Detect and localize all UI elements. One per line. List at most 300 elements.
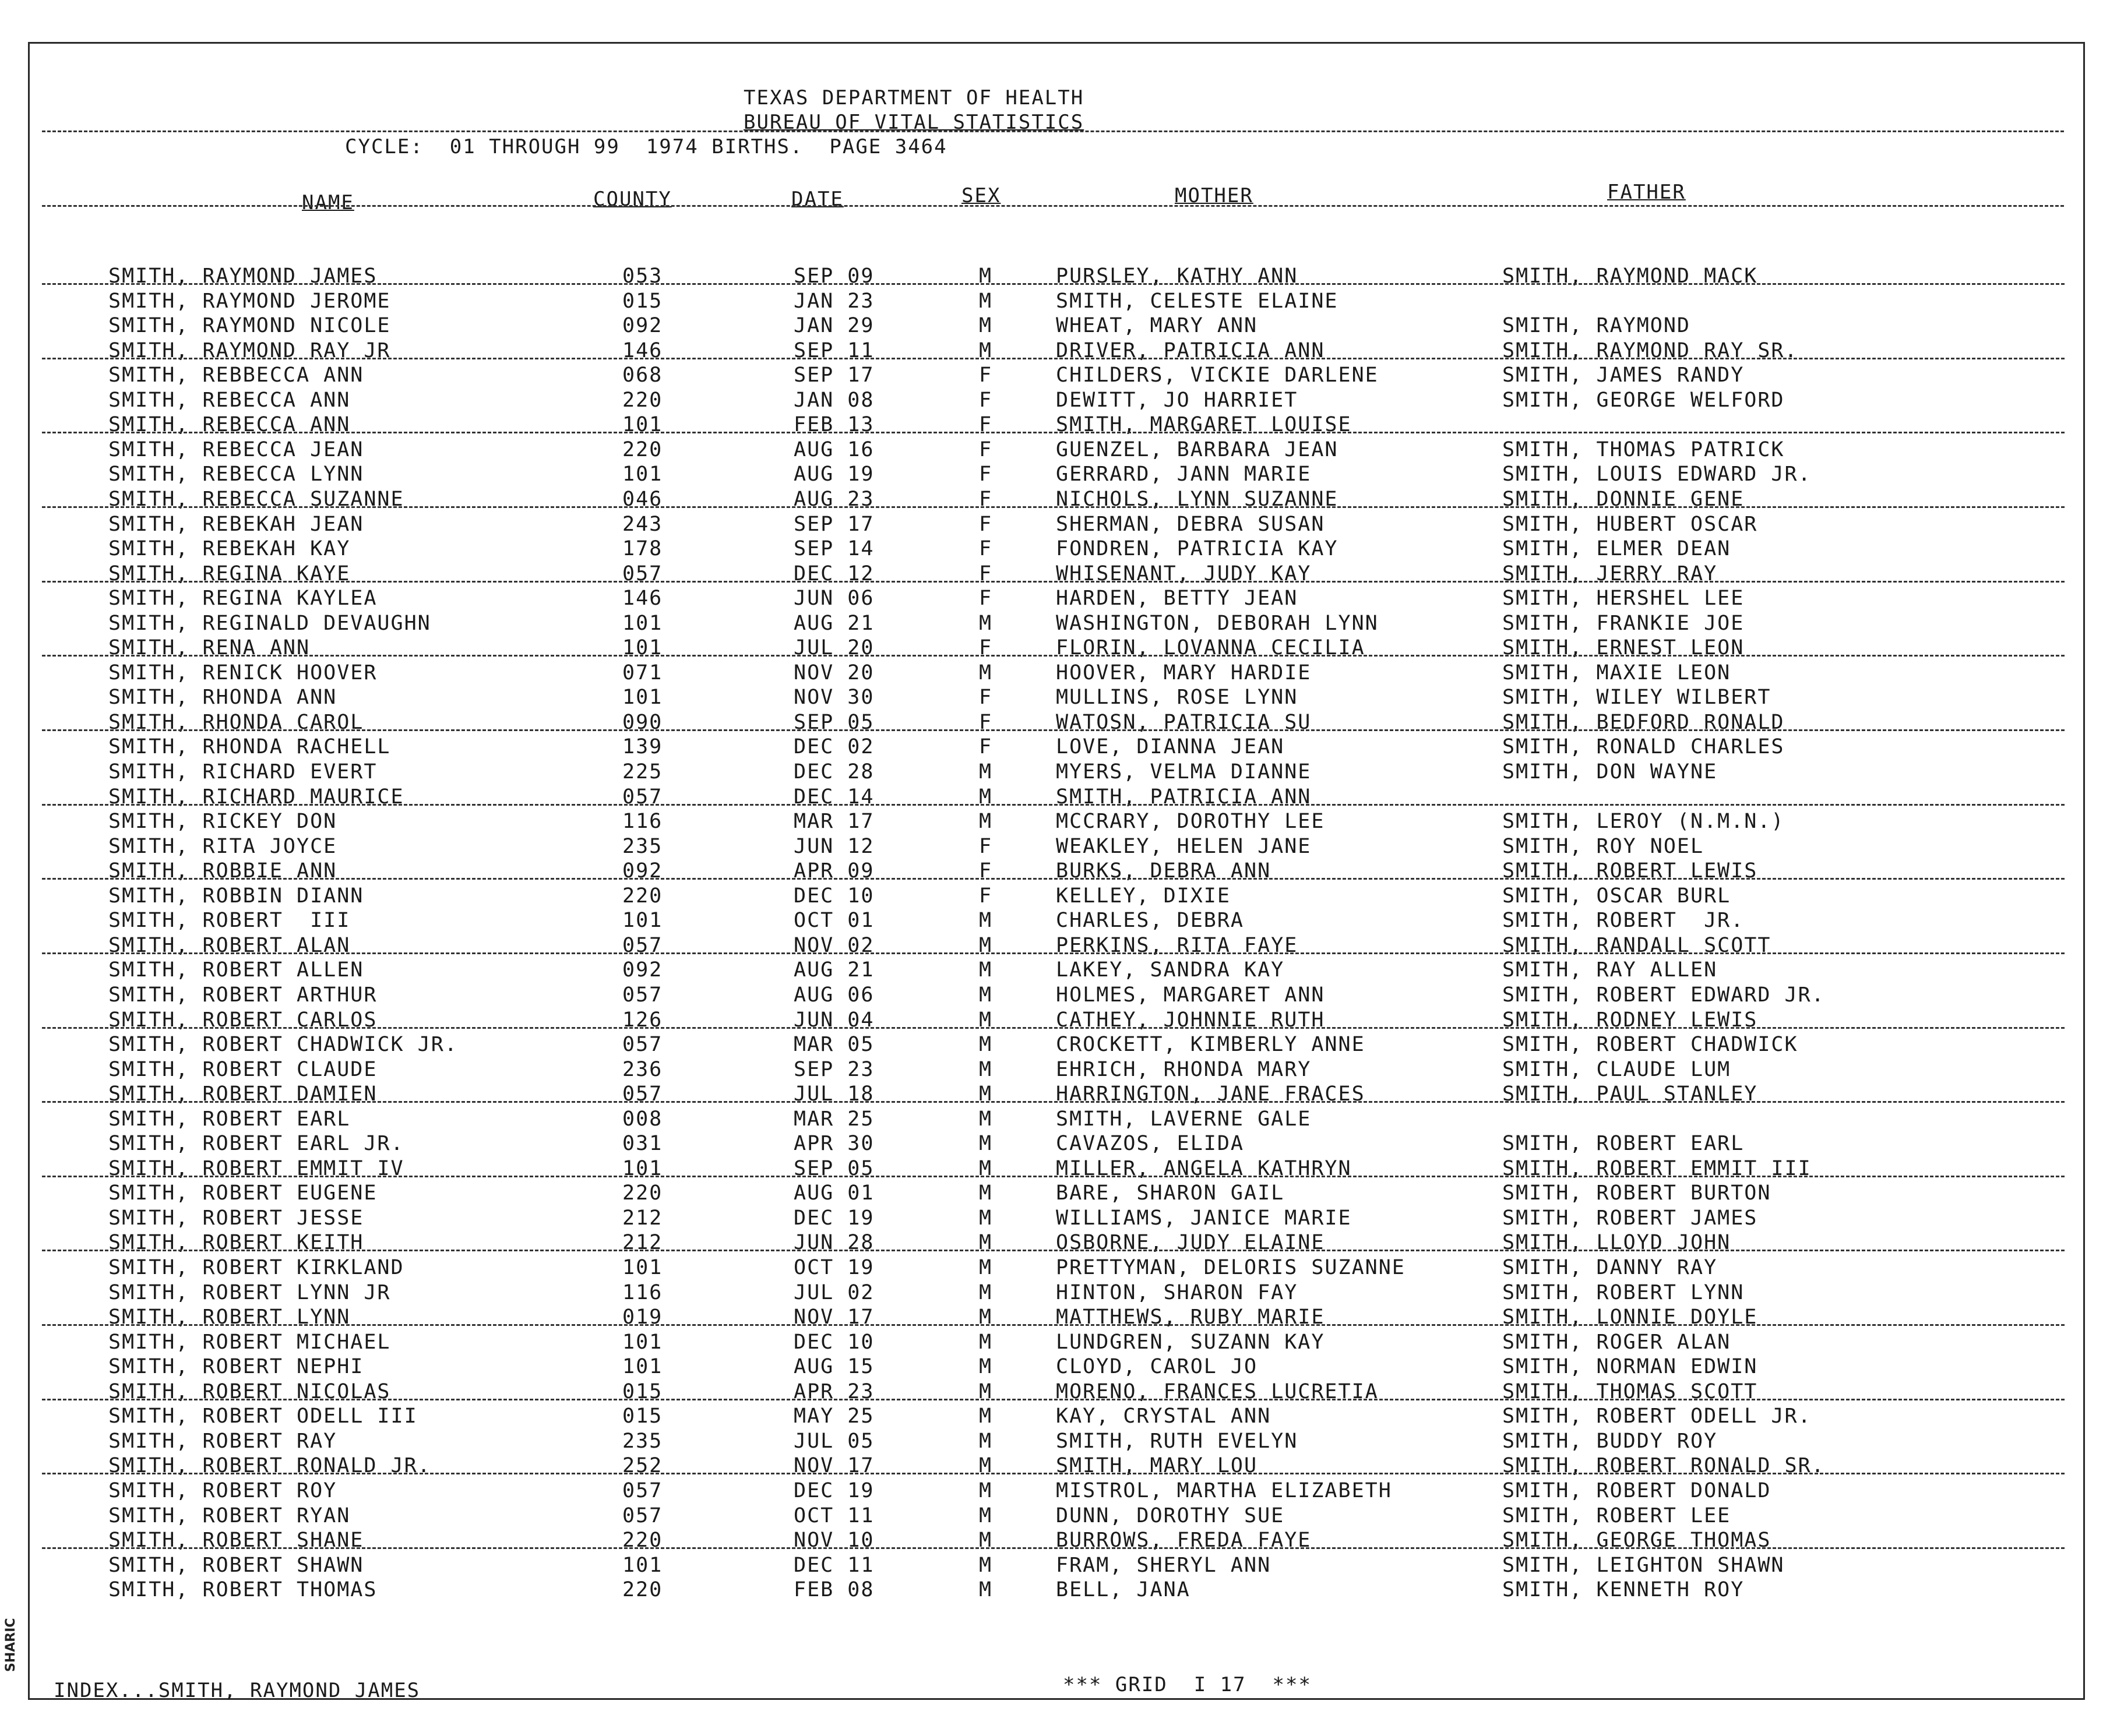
record-county: 101 xyxy=(622,611,663,635)
record-county: 243 xyxy=(622,512,663,536)
record-mother: GERRARD, JANN MARIE xyxy=(1056,463,1312,486)
record-mother: WHEAT, MARY ANN xyxy=(1056,314,1258,338)
record-date: DEC 10 xyxy=(794,884,875,908)
record-row xyxy=(0,711,2117,735)
record-county: 057 xyxy=(622,785,663,809)
record-father: SMITH, HUBERT OSCAR xyxy=(1502,512,1758,536)
record-row xyxy=(0,438,2117,463)
record-date: JUN 04 xyxy=(794,1008,875,1032)
record-mother: MILLER, ANGELA KATHRYN xyxy=(1056,1156,1352,1180)
record-father: SMITH, ROBERT EDWARD JR. xyxy=(1502,983,1825,1007)
record-county: 092 xyxy=(622,859,663,883)
record-mother: BARE, SHARON GAIL xyxy=(1056,1181,1285,1205)
record-mother: MORENO, FRANCES LUCRETIA xyxy=(1056,1379,1379,1403)
record-date: NOV 17 xyxy=(794,1454,875,1478)
record-father: SMITH, ROBERT EARL xyxy=(1502,1132,1745,1156)
record-row xyxy=(0,1578,2117,1603)
record-row xyxy=(0,810,2117,834)
record-county: 057 xyxy=(622,562,663,585)
record-mother: HOLMES, MARGARET ANN xyxy=(1056,983,1325,1007)
record-county: 057 xyxy=(622,1504,663,1527)
col-header-mother: MOTHER xyxy=(1175,184,1253,207)
record-mother: FONDREN, PATRICIA KAY xyxy=(1056,537,1338,561)
record-father: SMITH, MAXIE LEON xyxy=(1502,661,1731,684)
record-date: SEP 14 xyxy=(794,537,875,561)
record-date: JUL 02 xyxy=(794,1280,875,1304)
record-sex: M xyxy=(979,1504,993,1527)
record-name: SMITH, REBECCA ANN xyxy=(108,388,351,412)
record-mother: HARDEN, BETTY JEAN xyxy=(1056,587,1298,611)
record-county: 092 xyxy=(622,314,663,338)
record-mother: EHRICH, RHONDA MARY xyxy=(1056,1057,1312,1081)
record-county: 101 xyxy=(622,413,663,437)
record-date: APR 30 xyxy=(794,1132,875,1156)
record-father: SMITH, GEORGE WELFORD xyxy=(1502,388,1785,412)
record-sex: M xyxy=(979,661,993,684)
record-name: SMITH, ROBERT NICOLAS xyxy=(108,1379,391,1403)
record-name: SMITH, ROBERT ROY xyxy=(108,1479,337,1502)
record-father: SMITH, ROGER ALAN xyxy=(1502,1330,1731,1354)
record-county: 220 xyxy=(622,1181,663,1205)
record-row xyxy=(0,1281,2117,1305)
record-sex: M xyxy=(979,1256,993,1279)
record-father: SMITH, ROBERT DONALD xyxy=(1502,1479,1771,1502)
record-sex: F xyxy=(979,364,993,387)
record-sex: M xyxy=(979,1479,993,1502)
record-row xyxy=(0,686,2117,710)
record-date: NOV 30 xyxy=(794,686,875,710)
record-father: SMITH, ROBERT EMMIT III xyxy=(1502,1156,1812,1180)
record-date: JUN 12 xyxy=(794,834,875,858)
record-mother: MISTROL, MARTHA ELIZABETH xyxy=(1056,1479,1392,1502)
record-name: SMITH, ROBERT ALAN xyxy=(108,933,351,957)
record-mother: FRAM, SHERYL ANN xyxy=(1056,1553,1271,1577)
record-row xyxy=(0,661,2117,686)
record-name: SMITH, ROBERT RONALD JR. xyxy=(108,1454,431,1478)
record-father: SMITH, ERNEST LEON xyxy=(1502,636,1745,660)
record-sex: M xyxy=(979,1379,993,1403)
record-father: SMITH, ROBERT LYNN xyxy=(1502,1280,1745,1304)
record-date: SEP 17 xyxy=(794,364,875,387)
record-father: SMITH, ELMER DEAN xyxy=(1502,537,1731,561)
index-label: INDEX...SMITH, RAYMOND JAMES xyxy=(54,1679,421,1702)
record-county: 101 xyxy=(622,1355,663,1379)
record-row xyxy=(0,1231,2117,1255)
record-father: SMITH, NORMAN EDWIN xyxy=(1502,1355,1758,1379)
record-father: SMITH, ROBERT BURTON xyxy=(1502,1181,1771,1205)
record-date: JUL 05 xyxy=(794,1429,875,1453)
record-row xyxy=(0,513,2117,537)
record-name: SMITH, ROBERT JESSE xyxy=(108,1206,364,1230)
record-name: SMITH, ROBERT SHAWN xyxy=(108,1553,364,1577)
record-mother: KELLEY, DIXIE xyxy=(1056,884,1231,908)
record-county: 008 xyxy=(622,1107,663,1131)
col-header-sex: SEX xyxy=(961,184,1001,207)
record-date: DEC 02 xyxy=(794,735,875,759)
record-mother: CAVAZOS, ELIDA xyxy=(1056,1132,1245,1156)
record-date: OCT 11 xyxy=(794,1504,875,1527)
record-father: SMITH, ROBERT ODELL JR. xyxy=(1502,1405,1812,1428)
record-row xyxy=(0,1256,2117,1280)
record-mother: BURROWS, FREDA FAYE xyxy=(1056,1529,1312,1552)
record-name: SMITH, RICHARD EVERT xyxy=(108,760,378,784)
record-county: 071 xyxy=(622,661,663,684)
cycle-line: CYCLE: 01 THROUGH 99 1974 BIRTHS. PAGE 3464 xyxy=(345,135,947,158)
record-name: SMITH, ROBBIN DIANN xyxy=(108,884,364,908)
column-header-rule xyxy=(42,205,2064,207)
record-mother: FLORIN, LOVANNA CECILIA xyxy=(1056,636,1365,660)
record-date: NOV 17 xyxy=(794,1305,875,1329)
record-county: 212 xyxy=(622,1231,663,1255)
record-name: SMITH, ROBERT NEPHI xyxy=(108,1355,364,1379)
record-county: 139 xyxy=(622,735,663,759)
record-county: 178 xyxy=(622,537,663,561)
record-father: SMITH, LLOYD JOHN xyxy=(1502,1231,1731,1255)
record-row xyxy=(0,735,2117,760)
record-county: 101 xyxy=(622,636,663,660)
record-mother: CHARLES, DEBRA xyxy=(1056,909,1245,933)
record-row xyxy=(0,1380,2117,1405)
record-name: SMITH, ROBERT DAMIEN xyxy=(108,1082,378,1106)
record-county: 031 xyxy=(622,1132,663,1156)
record-name: SMITH, ROBERT CARLOS xyxy=(108,1008,378,1032)
record-row xyxy=(0,983,2117,1008)
col-header-county: COUNTY xyxy=(593,188,672,211)
record-sex: F xyxy=(979,537,993,561)
record-sex: M xyxy=(979,1330,993,1354)
record-sex: M xyxy=(979,983,993,1007)
record-date: DEC 14 xyxy=(794,785,875,809)
record-mother: NICHOLS, LYNN SUZANNE xyxy=(1056,487,1338,511)
record-father: SMITH, CLAUDE LUM xyxy=(1502,1057,1731,1081)
record-sex: M xyxy=(979,909,993,933)
record-county: 146 xyxy=(622,338,663,362)
record-date: AUG 19 xyxy=(794,463,875,486)
record-sex: M xyxy=(979,810,993,834)
record-row xyxy=(0,1206,2117,1231)
record-name: SMITH, RENA ANN xyxy=(108,636,311,660)
record-date: DEC 19 xyxy=(794,1206,875,1230)
record-county: 015 xyxy=(622,1405,663,1428)
record-date: APR 09 xyxy=(794,859,875,883)
record-mother: MCCRARY, DOROTHY LEE xyxy=(1056,810,1325,834)
record-mother: WILLIAMS, JANICE MARIE xyxy=(1056,1206,1352,1230)
record-county: 019 xyxy=(622,1305,663,1329)
record-name: SMITH, REBECCA ANN xyxy=(108,413,351,437)
record-row xyxy=(0,1008,2117,1033)
record-row xyxy=(0,364,2117,388)
record-date: SEP 05 xyxy=(794,1156,875,1180)
record-row xyxy=(0,1331,2117,1355)
record-county: 068 xyxy=(622,364,663,387)
record-name: SMITH, RAYMOND NICOLE xyxy=(108,314,391,338)
record-name: SMITH, ROBERT ODELL III xyxy=(108,1405,418,1428)
record-county: 101 xyxy=(622,909,663,933)
record-row xyxy=(0,1529,2117,1553)
record-row xyxy=(0,1504,2117,1529)
record-mother: MULLINS, ROSE LYNN xyxy=(1056,686,1298,710)
record-name: SMITH, ROBERT LYNN JR xyxy=(108,1280,391,1304)
record-date: MAR 05 xyxy=(794,1033,875,1057)
record-name: SMITH, ROBERT EUGENE xyxy=(108,1181,378,1205)
record-date: JAN 29 xyxy=(794,314,875,338)
record-father: SMITH, ROBERT JAMES xyxy=(1502,1206,1758,1230)
record-name: SMITH, RHONDA RACHELL xyxy=(108,735,391,759)
record-row xyxy=(0,934,2117,958)
record-sex: M xyxy=(979,1033,993,1057)
record-name: SMITH, REBECCA LYNN xyxy=(108,463,364,486)
record-row xyxy=(0,389,2117,413)
record-father: SMITH, RAYMOND RAY SR. xyxy=(1502,338,1798,362)
record-date: DEC 10 xyxy=(794,1330,875,1354)
record-row xyxy=(0,537,2117,562)
record-row xyxy=(0,1157,2117,1181)
record-sex: M xyxy=(979,1578,993,1602)
record-row xyxy=(0,413,2117,437)
record-county: 090 xyxy=(622,710,663,734)
record-row xyxy=(0,958,2117,983)
record-sex: M xyxy=(979,264,993,288)
record-date: SEP 11 xyxy=(794,338,875,362)
record-date: OCT 19 xyxy=(794,1256,875,1279)
record-sex: M xyxy=(979,314,993,338)
record-date: SEP 09 xyxy=(794,264,875,288)
record-row xyxy=(0,1554,2117,1578)
record-county: 212 xyxy=(622,1206,663,1230)
record-county: 220 xyxy=(622,1578,663,1602)
record-father: SMITH, PAUL STANLEY xyxy=(1502,1082,1758,1106)
record-sex: F xyxy=(979,636,993,660)
record-date: JAN 23 xyxy=(794,289,875,313)
record-sex: M xyxy=(979,958,993,982)
record-date: AUG 15 xyxy=(794,1355,875,1379)
record-sex: F xyxy=(979,884,993,908)
record-sex: M xyxy=(979,338,993,362)
record-sex: F xyxy=(979,463,993,486)
record-name: SMITH, ROBERT SHANE xyxy=(108,1529,364,1552)
record-mother: DEWITT, JO HARRIET xyxy=(1056,388,1298,412)
record-date: SEP 17 xyxy=(794,512,875,536)
record-mother: HINTON, SHARON FAY xyxy=(1056,1280,1298,1304)
record-county: 057 xyxy=(622,1033,663,1057)
record-county: 220 xyxy=(622,388,663,412)
record-father: SMITH, BUDDY ROY xyxy=(1502,1429,1718,1453)
record-sex: M xyxy=(979,933,993,957)
record-date: AUG 21 xyxy=(794,958,875,982)
record-mother: PRETTYMAN, DELORIS SUZANNE xyxy=(1056,1256,1406,1279)
record-row xyxy=(0,859,2117,884)
record-father: SMITH, ROBERT JR. xyxy=(1502,909,1745,933)
record-row xyxy=(0,760,2117,785)
record-father: SMITH, FRANKIE JOE xyxy=(1502,611,1745,635)
record-father: SMITH, LOUIS EDWARD JR. xyxy=(1502,463,1812,486)
record-sex: M xyxy=(979,1405,993,1428)
record-row xyxy=(0,463,2117,487)
record-sex: M xyxy=(979,1181,993,1205)
record-father: SMITH, ROBERT LEE xyxy=(1502,1504,1731,1527)
record-county: 057 xyxy=(622,1082,663,1106)
record-sex: F xyxy=(979,859,993,883)
record-county: 015 xyxy=(622,1379,663,1403)
record-mother: HOOVER, MARY HARDIE xyxy=(1056,661,1312,684)
record-sex: M xyxy=(979,1553,993,1577)
record-sex: M xyxy=(979,1206,993,1230)
record-father: SMITH, RAYMOND MACK xyxy=(1502,264,1758,288)
record-row xyxy=(0,1107,2117,1132)
record-name: SMITH, ROBERT KIRKLAND xyxy=(108,1256,404,1279)
record-mother: SMITH, MARY LOU xyxy=(1056,1454,1258,1478)
record-sex: M xyxy=(979,1529,993,1552)
col-header-date: DATE xyxy=(791,188,844,211)
record-name: SMITH, ROBERT EARL xyxy=(108,1107,351,1131)
record-father: SMITH, RODNEY LEWIS xyxy=(1502,1008,1758,1032)
record-row xyxy=(0,835,2117,859)
grid-label: *** GRID I 17 *** xyxy=(1063,1673,1312,1696)
record-row xyxy=(0,587,2117,611)
record-sex: F xyxy=(979,437,993,461)
record-mother: SMITH, RUTH EVELYN xyxy=(1056,1429,1298,1453)
record-sex: M xyxy=(979,611,993,635)
record-row xyxy=(0,1181,2117,1206)
record-row xyxy=(0,1479,2117,1504)
record-row xyxy=(0,884,2117,909)
record-name: SMITH, REBEKAH KAY xyxy=(108,537,351,561)
record-county: 101 xyxy=(622,463,663,486)
record-county: 046 xyxy=(622,487,663,511)
record-date: JAN 08 xyxy=(794,388,875,412)
record-date: JUL 20 xyxy=(794,636,875,660)
col-header-name: NAME xyxy=(302,191,354,214)
record-county: 101 xyxy=(622,1256,663,1279)
record-mother: OSBORNE, JUDY ELAINE xyxy=(1056,1231,1325,1255)
record-date: OCT 01 xyxy=(794,909,875,933)
record-sex: M xyxy=(979,1305,993,1329)
record-county: 236 xyxy=(622,1057,663,1081)
record-county: 126 xyxy=(622,1008,663,1032)
record-mother: BURKS, DEBRA ANN xyxy=(1056,859,1271,883)
record-mother: CATHEY, JOHNNIE RUTH xyxy=(1056,1008,1325,1032)
record-row xyxy=(0,562,2117,587)
record-row xyxy=(0,1405,2117,1429)
record-mother: LOVE, DIANNA JEAN xyxy=(1056,735,1285,759)
record-county: 053 xyxy=(622,264,663,288)
record-mother: SMITH, CELESTE ELAINE xyxy=(1056,289,1338,313)
record-date: MAY 25 xyxy=(794,1405,875,1428)
record-father: SMITH, DONNIE GENE xyxy=(1502,487,1745,511)
record-sex: M xyxy=(979,289,993,313)
record-father: SMITH, BEDFORD RONALD xyxy=(1502,710,1785,734)
record-mother: DRIVER, PATRICIA ANN xyxy=(1056,338,1325,362)
record-name: SMITH, ROBERT RYAN xyxy=(108,1504,351,1527)
record-row xyxy=(0,314,2117,338)
record-father: SMITH, GEORGE THOMAS xyxy=(1502,1529,1771,1552)
record-name: SMITH, ROBBIE ANN xyxy=(108,859,337,883)
record-name: SMITH, ROBERT III xyxy=(108,909,351,933)
record-date: FEB 08 xyxy=(794,1578,875,1602)
record-date: SEP 05 xyxy=(794,710,875,734)
record-father: SMITH, RONALD CHARLES xyxy=(1502,735,1785,759)
record-father: SMITH, DANNY RAY xyxy=(1502,1256,1718,1279)
record-date: AUG 01 xyxy=(794,1181,875,1205)
record-county: 015 xyxy=(622,289,663,313)
record-date: DEC 19 xyxy=(794,1479,875,1502)
bureau-title: BUREAU OF VITAL STATISTICS xyxy=(744,111,1084,134)
record-mother: CHILDERS, VICKIE DARLENE xyxy=(1056,364,1379,387)
record-mother: GUENZEL, BARBARA JEAN xyxy=(1056,437,1338,461)
record-row xyxy=(0,1355,2117,1379)
col-header-father: FATHER xyxy=(1607,181,1686,204)
record-name: SMITH, ROBERT MICHAEL xyxy=(108,1330,391,1354)
record-date: JUL 18 xyxy=(794,1082,875,1106)
record-date: AUG 21 xyxy=(794,611,875,635)
record-mother: CLOYD, CAROL JO xyxy=(1056,1355,1258,1379)
record-mother: MYERS, VELMA DIANNE xyxy=(1056,760,1312,784)
record-mother: LAKEY, SANDRA KAY xyxy=(1056,958,1285,982)
record-sex: F xyxy=(979,512,993,536)
record-date: NOV 10 xyxy=(794,1529,875,1552)
record-row xyxy=(0,612,2117,636)
record-sex: M xyxy=(979,1231,993,1255)
record-sex: F xyxy=(979,587,993,611)
record-name: SMITH, RITA JOYCE xyxy=(108,834,337,858)
record-sex: F xyxy=(979,834,993,858)
record-date: DEC 12 xyxy=(794,562,875,585)
record-mother: SMITH, PATRICIA ANN xyxy=(1056,785,1312,809)
record-mother: WATOSN, PATRICIA SU xyxy=(1056,710,1312,734)
record-name: SMITH, ROBERT LYNN xyxy=(108,1305,351,1329)
record-row xyxy=(0,1454,2117,1479)
record-mother: WEAKLEY, HELEN JANE xyxy=(1056,834,1312,858)
record-date: APR 23 xyxy=(794,1379,875,1403)
record-father: SMITH, ROBERT RONALD SR. xyxy=(1502,1454,1825,1478)
record-name: SMITH, REGINA KAYLEA xyxy=(108,587,378,611)
record-name: SMITH, REBEKAH JEAN xyxy=(108,512,364,536)
record-county: 220 xyxy=(622,884,663,908)
record-name: SMITH, RHONDA ANN xyxy=(108,686,337,710)
record-date: MAR 17 xyxy=(794,810,875,834)
record-mother: DUNN, DOROTHY SUE xyxy=(1056,1504,1285,1527)
record-name: SMITH, ROBERT EMMIT IV xyxy=(108,1156,404,1180)
record-county: 235 xyxy=(622,834,663,858)
record-date: AUG 06 xyxy=(794,983,875,1007)
record-father: SMITH, LEROY (N.M.N.) xyxy=(1502,810,1785,834)
record-county: 101 xyxy=(622,1156,663,1180)
record-father: SMITH, RANDALL SCOTT xyxy=(1502,933,1771,957)
record-father: SMITH, JERRY RAY xyxy=(1502,562,1718,585)
record-name: SMITH, ROBERT ALLEN xyxy=(108,958,364,982)
record-county: 092 xyxy=(622,958,663,982)
record-sex: M xyxy=(979,1454,993,1478)
record-father: SMITH, HERSHEL LEE xyxy=(1502,587,1745,611)
record-row xyxy=(0,1132,2117,1156)
record-name: SMITH, ROBERT RAY xyxy=(108,1429,337,1453)
record-name: SMITH, ROBERT EARL JR. xyxy=(108,1132,404,1156)
record-sex: F xyxy=(979,710,993,734)
record-mother: HARRINGTON, JANE FRACES xyxy=(1056,1082,1365,1106)
record-date: FEB 13 xyxy=(794,413,875,437)
record-father: SMITH, KENNETH ROY xyxy=(1502,1578,1745,1602)
record-sex: F xyxy=(979,487,993,511)
record-name: SMITH, REGINALD DEVAUGHN xyxy=(108,611,431,635)
record-sex: M xyxy=(979,760,993,784)
record-sex: M xyxy=(979,1132,993,1156)
record-mother: LUNDGREN, SUZANN KAY xyxy=(1056,1330,1325,1354)
record-father: SMITH, DON WAYNE xyxy=(1502,760,1718,784)
record-name: SMITH, REBBECCA ANN xyxy=(108,364,364,387)
record-sex: F xyxy=(979,686,993,710)
record-sex: F xyxy=(979,388,993,412)
record-father: SMITH, WILEY WILBERT xyxy=(1502,686,1771,710)
